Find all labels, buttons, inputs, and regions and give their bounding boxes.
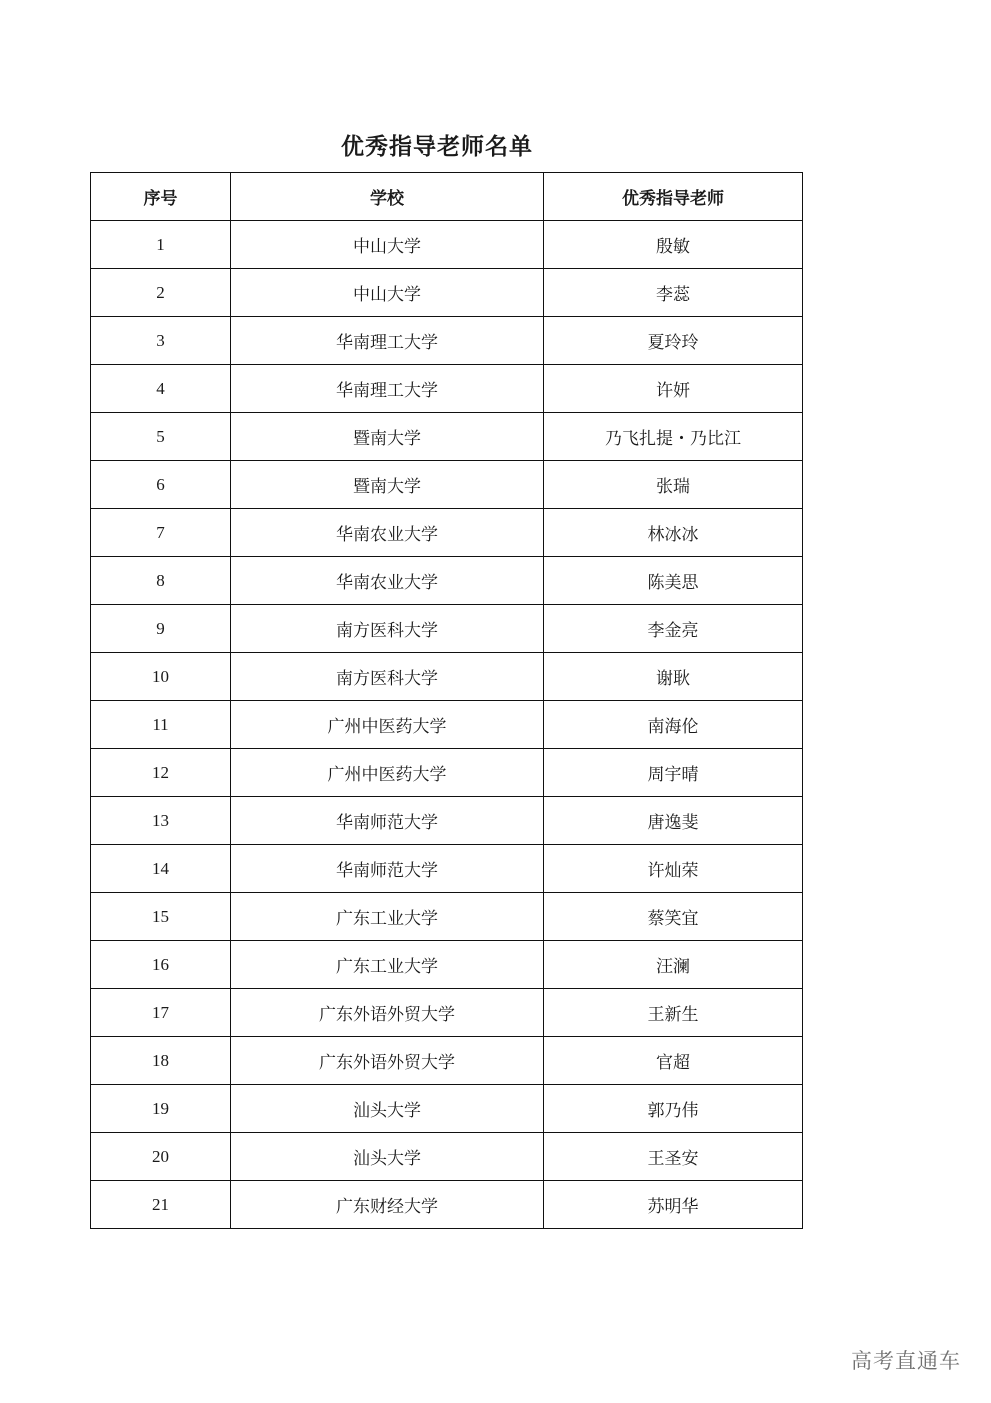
cell-index: 16 (91, 941, 231, 989)
cell-teacher: 唐逸斐 (544, 797, 803, 845)
table-row (91, 1085, 803, 1133)
cell-teacher: 苏明华 (544, 1181, 803, 1229)
cell-school: 华南师范大学 (231, 845, 544, 893)
cell-teacher: 谢耿 (544, 653, 803, 701)
header-index: 序号 (91, 173, 231, 221)
table-row (91, 413, 803, 461)
cell-school: 暨南大学 (231, 413, 544, 461)
cell-school: 广东工业大学 (231, 941, 544, 989)
cell-index: 3 (91, 317, 231, 365)
teacher-table (90, 172, 803, 1229)
cell-index: 8 (91, 557, 231, 605)
table-row (91, 317, 803, 365)
table-row (91, 989, 803, 1037)
cell-teacher: 蔡笑宜 (544, 893, 803, 941)
cell-school: 广州中医药大学 (231, 701, 544, 749)
cell-school: 华南理工大学 (231, 365, 544, 413)
cell-index: 7 (91, 509, 231, 557)
cell-teacher: 许妍 (544, 365, 803, 413)
cell-school: 南方医科大学 (231, 605, 544, 653)
cell-teacher: 张瑞 (544, 461, 803, 509)
cell-teacher: 林冰冰 (544, 509, 803, 557)
table-row (91, 365, 803, 413)
page-title-text: 优秀指导老师名单 (341, 133, 533, 160)
cell-teacher: 陈美思 (544, 557, 803, 605)
cell-index: 4 (91, 365, 231, 413)
cell-school: 华南师范大学 (231, 797, 544, 845)
cell-school: 广东工业大学 (231, 893, 544, 941)
cell-school: 广东财经大学 (231, 1181, 544, 1229)
table-row (91, 1037, 803, 1085)
cell-school: 华南理工大学 (231, 317, 544, 365)
cell-school: 南方医科大学 (231, 653, 544, 701)
table-row (91, 221, 803, 269)
cell-school: 汕头大学 (231, 1085, 544, 1133)
cell-index: 1 (91, 221, 231, 269)
cell-school: 汕头大学 (231, 1133, 544, 1181)
cell-school: 中山大学 (231, 221, 544, 269)
cell-teacher: 李蕊 (544, 269, 803, 317)
cell-school: 暨南大学 (231, 461, 544, 509)
cell-index: 21 (91, 1181, 231, 1229)
table-row (91, 749, 803, 797)
table-row (91, 1133, 803, 1181)
cell-teacher: 郭乃伟 (544, 1085, 803, 1133)
cell-teacher: 李金亮 (544, 605, 803, 653)
table-row (91, 845, 803, 893)
table-header-row (91, 173, 803, 221)
cell-index: 13 (91, 797, 231, 845)
table-body (91, 221, 803, 1229)
cell-teacher: 许灿荣 (544, 845, 803, 893)
cell-teacher: 汪澜 (544, 941, 803, 989)
table-row (91, 797, 803, 845)
cell-teacher: 周宇晴 (544, 749, 803, 797)
cell-index: 2 (91, 269, 231, 317)
header-school: 学校 (231, 173, 544, 221)
cell-index: 6 (91, 461, 231, 509)
cell-index: 10 (91, 653, 231, 701)
cell-teacher: 王新生 (544, 989, 803, 1037)
table-row (91, 509, 803, 557)
cell-school: 广东外语外贸大学 (231, 1037, 544, 1085)
cell-school: 华南农业大学 (231, 509, 544, 557)
header-teacher: 优秀指导老师 (544, 173, 803, 221)
cell-teacher: 官超 (544, 1037, 803, 1085)
table-row (91, 701, 803, 749)
cell-index: 15 (91, 893, 231, 941)
table-row (91, 605, 803, 653)
cell-index: 18 (91, 1037, 231, 1085)
cell-teacher: 殷敏 (544, 221, 803, 269)
table-row (91, 269, 803, 317)
watermark: 高考直通车 (851, 1349, 961, 1373)
cell-school: 广东外语外贸大学 (231, 989, 544, 1037)
cell-school: 中山大学 (231, 269, 544, 317)
table-row (91, 893, 803, 941)
page-title (90, 128, 802, 161)
cell-index: 5 (91, 413, 231, 461)
cell-teacher: 夏玲玲 (544, 317, 803, 365)
cell-index: 19 (91, 1085, 231, 1133)
table-row (91, 461, 803, 509)
cell-index: 17 (91, 989, 231, 1037)
cell-teacher: 乃飞扎提・乃比江 (544, 413, 803, 461)
cell-index: 12 (91, 749, 231, 797)
table-row (91, 1181, 803, 1229)
cell-index: 9 (91, 605, 231, 653)
table-row (91, 557, 803, 605)
cell-index: 14 (91, 845, 231, 893)
table-row (91, 653, 803, 701)
table-row (91, 941, 803, 989)
cell-school: 华南农业大学 (231, 557, 544, 605)
cell-teacher: 王圣安 (544, 1133, 803, 1181)
cell-index: 20 (91, 1133, 231, 1181)
cell-teacher: 南海伦 (544, 701, 803, 749)
cell-index: 11 (91, 701, 231, 749)
cell-school: 广州中医药大学 (231, 749, 544, 797)
